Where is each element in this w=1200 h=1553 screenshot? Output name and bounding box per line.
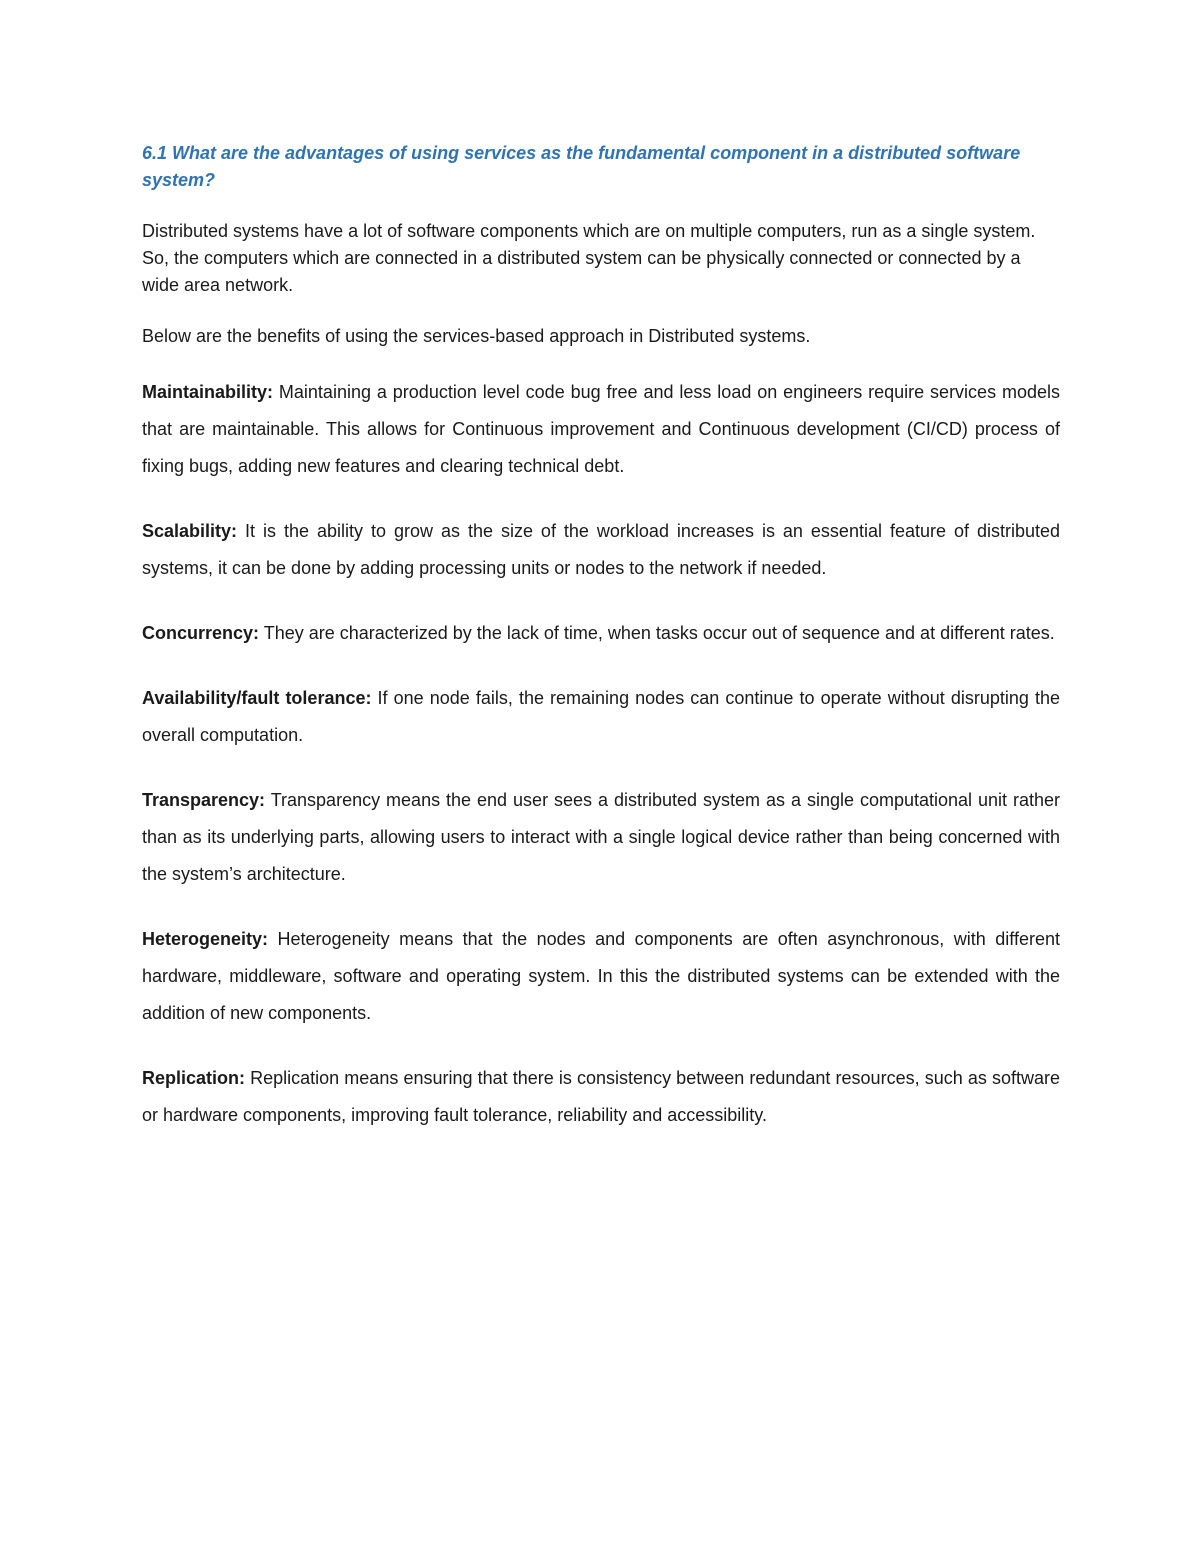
benefit-transparency <box>142 782 1060 893</box>
benefit-description: Transparency means the end user sees a distributed system as a single computational unit rather than as its underlying parts, allowing users to interact with a single logical device rather than being concerned with the system’s architecture. <box>142 790 1060 884</box>
benefit-scalability <box>142 513 1060 587</box>
benefits-lead: Below are the benefits of using the services-based approach in Distributed systems. <box>142 326 811 346</box>
benefit-description: Maintaining a production level code bug free and less load on engineers require services models that are maintainable. This allows for Continuous improvement and Continuous development (CI/CD) process of fixing bugs, adding new features and clearing technical debt. <box>142 382 1060 476</box>
benefit-term: Heterogeneity: <box>142 929 269 949</box>
benefit-availability <box>142 680 1060 754</box>
document-page <box>142 140 1060 1162</box>
benefit-term: Maintainability: <box>142 382 274 402</box>
benefit-description: It is the ability to grow as the size of the workload increases is an essential feature of distributed systems, it can be done by adding processing units or nodes to the network if needed. <box>142 521 1060 578</box>
intro-paragraph: Distributed systems have a lot of software components which are on multiple computers, run as a single system. So, the computers which are connected in a distributed system can be physically connected or connected by a wide area network. <box>142 221 1036 295</box>
benefit-term: Replication: <box>142 1068 246 1088</box>
benefit-heterogeneity <box>142 921 1060 1032</box>
benefit-replication <box>142 1060 1060 1134</box>
benefit-maintainability <box>142 374 1060 485</box>
question-heading: 6.1 What are the advantages of using services as the fundamental component in a distributed software system? <box>142 143 1021 190</box>
benefit-term: Transparency: <box>142 790 266 810</box>
benefit-description: If one node fails, the remaining nodes can continue to operate without disrupting the overall computation. <box>142 688 1060 745</box>
benefit-description: They are characterized by the lack of time, when tasks occur out of sequence and at different rates. <box>259 623 1055 643</box>
benefit-description: Replication means ensuring that there is consistency between redundant resources, such as software or hardware components, improving fault tolerance, reliability and accessibility. <box>142 1068 1060 1125</box>
benefit-term: Availability/fault tolerance: <box>142 688 372 708</box>
benefit-concurrency <box>142 615 1060 652</box>
benefit-description: Heterogeneity means that the nodes and components are often asynchronous, with different hardware, middleware, software and operating system. In this the distributed systems can be extended with the addition of new components. <box>142 929 1060 1023</box>
benefit-term: Concurrency: <box>142 623 260 643</box>
benefit-term: Scalability: <box>142 521 238 541</box>
